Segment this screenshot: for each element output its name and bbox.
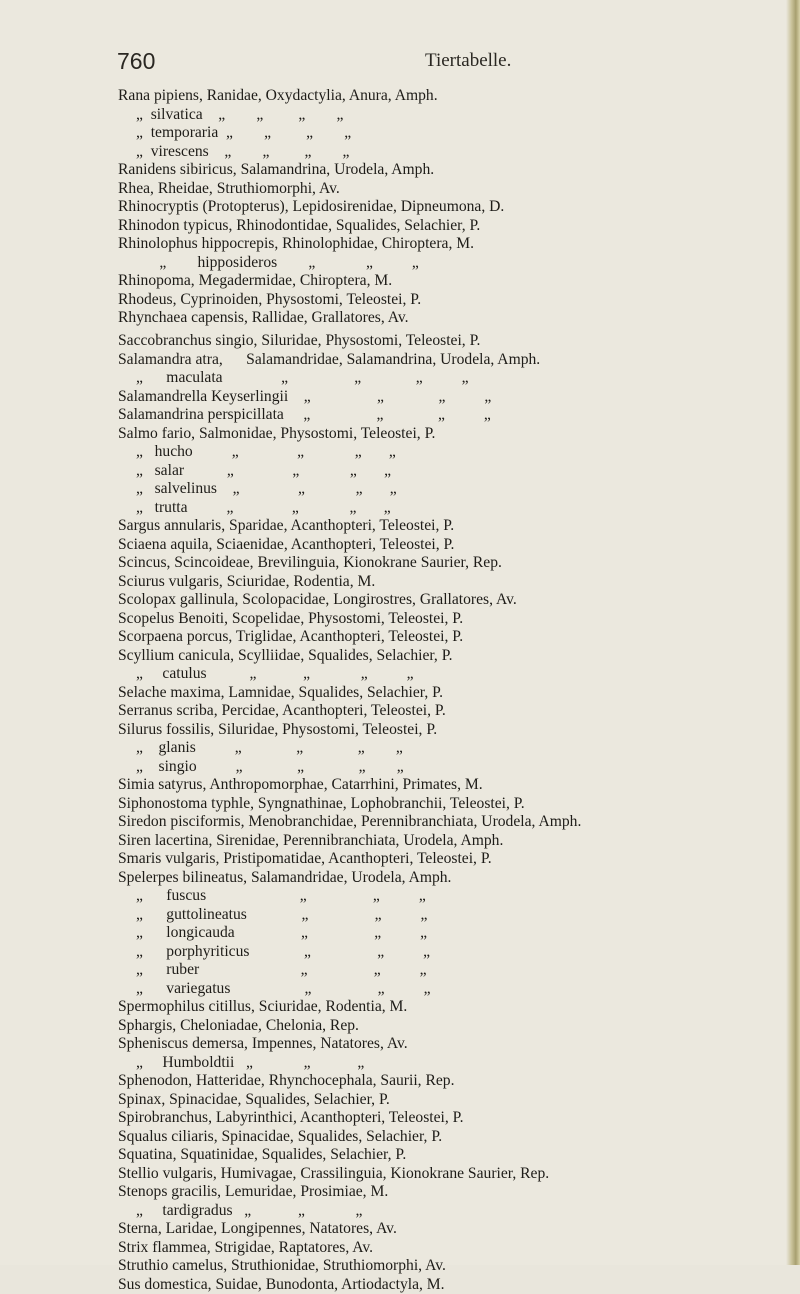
- list-item: Sterna, Laridae, Longipennes, Natatores, Av.: [118, 1220, 778, 1239]
- list-item: Sciurus vulgaris, Sciuridae, Rodentia, M.: [118, 573, 778, 592]
- list-item: „ catulus „ „ „ „: [118, 665, 778, 684]
- list-item: Scyllium canicula, Scylliidae, Squalides, Selachier, P.: [118, 647, 778, 666]
- list-item: Serranus scriba, Percidae, Acanthopteri, Teleostei, P.: [118, 702, 778, 721]
- list-item: Salamandrina perspicillata „ „ „ „: [118, 406, 778, 425]
- list-item: Siredon pisciformis, Menobranchidae, Perennibranchiata, Urodela, Amph.: [118, 813, 778, 832]
- list-item: „ longicauda „ „ „: [118, 924, 778, 943]
- list-item: Spinax, Spinacidae, Squalides, Selachier, P.: [118, 1091, 778, 1110]
- list-item: Rhynchaea capensis, Rallidae, Grallatores, Av.: [118, 309, 778, 332]
- list-item: „ variegatus „ „ „: [118, 980, 778, 999]
- list-item: Selache maxima, Lamnidae, Squalides, Selachier, P.: [118, 684, 778, 703]
- running-title: Tiertabelle.: [425, 50, 511, 72]
- list-item: Sphenodon, Hatteridae, Rhynchocephala, Saurii, Rep.: [118, 1072, 778, 1091]
- list-item: „ virescens „ „ „ „: [118, 143, 778, 162]
- list-item: „ salar „ „ „ „: [118, 462, 778, 481]
- list-item: „ hipposideros „ „ „: [118, 254, 778, 273]
- list-item: Rhinodon typicus, Rhinodontidae, Squalides, Selachier, P.: [118, 217, 778, 236]
- list-item: Spermophilus citillus, Sciuridae, Rodentia, M.: [118, 998, 778, 1017]
- list-item: „ hucho „ „ „ „: [118, 443, 778, 462]
- list-item: Strix flammea, Strigidae, Raptatores, Av.: [118, 1239, 778, 1258]
- list-item: „ porphyriticus „ „ „: [118, 943, 778, 962]
- list-item: Spirobranchus, Labyrinthici, Acanthopteri, Teleostei, P.: [118, 1109, 778, 1128]
- list-item: Sargus annularis, Sparidae, Acanthopteri, Teleostei, P.: [118, 517, 778, 536]
- list-item: „ temporaria „ „ „ „: [118, 124, 778, 143]
- list-item: „ fuscus „ „ „: [118, 887, 778, 906]
- list-item: Scopelus Benoiti, Scopelidae, Physostomi, Teleostei, P.: [118, 610, 778, 629]
- list-item: „ ruber „ „ „: [118, 961, 778, 980]
- list-item: Scolopax gallinula, Scolopacidae, Longirostres, Grallatores, Av.: [118, 591, 778, 610]
- list-item: Rhinopoma, Megadermidae, Chiroptera, M.: [118, 272, 778, 291]
- species-list: [118, 87, 778, 1294]
- list-item: Rhea, Rheidae, Struthiomorphi, Av.: [118, 180, 778, 199]
- list-item: „ tardigradus „ „ „: [118, 1202, 778, 1221]
- list-item: Spelerpes bilineatus, Salamandridae, Urodela, Amph.: [118, 869, 778, 888]
- list-item: Squalus ciliaris, Spinacidae, Squalides, Selachier, P.: [118, 1128, 778, 1147]
- list-item: Rhinocryptis (Protopterus), Lepidosirenidae, Dipneumona, D.: [118, 198, 778, 217]
- list-item: Salamandra atra, Salamandridae, Salamandrina, Urodela, Amph.: [118, 351, 778, 370]
- list-item: Saccobranchus singio, Siluridae, Physostomi, Teleostei, P.: [118, 332, 778, 351]
- list-item: „ singio „ „ „ „: [118, 758, 778, 777]
- list-item: „ silvatica „ „ „ „: [118, 106, 778, 125]
- list-item: Smaris vulgaris, Pristipomatidae, Acanthopteri, Teleostei, P.: [118, 850, 778, 869]
- list-item: Sus domestica, Suidae, Bunodonta, Artiodactyla, M.: [118, 1276, 778, 1294]
- list-item: Ranidens sibiricus, Salamandrina, Urodela, Amph.: [118, 161, 778, 180]
- list-item: „ guttolineatus „ „ „: [118, 906, 778, 925]
- page-number: 760: [117, 48, 155, 75]
- page-header: [117, 48, 757, 78]
- list-item: „ Humboldtii „ „ „: [118, 1054, 778, 1073]
- list-item: Rana pipiens, Ranidae, Oxydactylia, Anura, Amph.: [118, 87, 778, 106]
- list-item: Spheniscus demersa, Impennes, Natatores, Av.: [118, 1035, 778, 1054]
- list-item: Salmo fario, Salmonidae, Physostomi, Teleostei, P.: [118, 425, 778, 444]
- list-item: Simia satyrus, Anthropomorphae, Catarrhini, Primates, M.: [118, 776, 778, 795]
- list-item: Squatina, Squatinidae, Squalides, Selachier, P.: [118, 1146, 778, 1165]
- list-item: Silurus fossilis, Siluridae, Physostomi, Teleostei, P.: [118, 721, 778, 740]
- list-item: Sciaena aquila, Sciaenidae, Acanthopteri, Teleostei, P.: [118, 536, 778, 555]
- list-item: „ glanis „ „ „ „: [118, 739, 778, 758]
- list-item: Rhodeus, Cyprinoiden, Physostomi, Teleostei, P.: [118, 291, 778, 310]
- list-item: Rhinolophus hippocrepis, Rhinolophidae, Chiroptera, M.: [118, 235, 778, 254]
- list-item: Sphargis, Cheloniadae, Chelonia, Rep.: [118, 1017, 778, 1036]
- list-item: Scincus, Scincoideae, Brevilinguia, Kionokrane Saurier, Rep.: [118, 554, 778, 573]
- list-item: Stenops gracilis, Lemuridae, Prosimiae, M.: [118, 1183, 778, 1202]
- list-item: „ trutta „ „ „ „: [118, 499, 778, 518]
- list-item: Scorpaena porcus, Triglidae, Acanthopteri, Teleostei, P.: [118, 628, 778, 647]
- list-item: Stellio vulgaris, Humivagae, Crassilinguia, Kionokrane Saurier, Rep.: [118, 1165, 778, 1184]
- list-item: Salamandrella Keyserlingii „ „ „ „: [118, 388, 778, 407]
- list-item: Siphonostoma typhle, Syngnathinae, Lophobranchii, Teleostei, P.: [118, 795, 778, 814]
- list-item: Siren lacertina, Sirenidae, Perennibranchiata, Urodela, Amph.: [118, 832, 778, 851]
- list-item: „ salvelinus „ „ „ „: [118, 480, 778, 499]
- page-edge: [786, 0, 800, 1265]
- list-item: Struthio camelus, Struthionidae, Struthiomorphi, Av.: [118, 1257, 778, 1276]
- list-item: „ maculata „ „ „ „: [118, 369, 778, 388]
